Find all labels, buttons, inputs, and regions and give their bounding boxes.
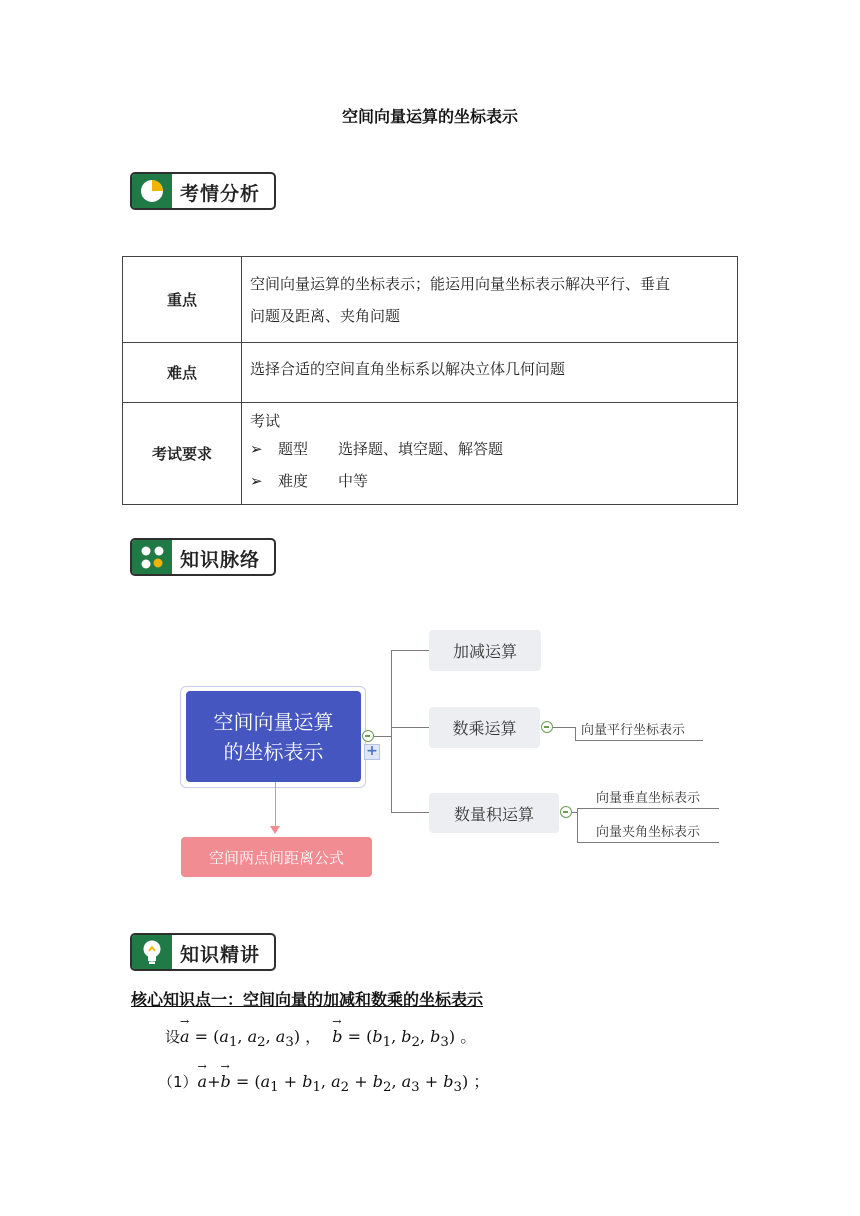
row-content-exam-req <box>242 403 738 505</box>
content-line: 空间向量运算的坐标表示；能运用向量坐标表示解决平行、垂直 <box>250 274 671 293</box>
bullet-value: 选择题、填空题、解答题 <box>338 439 504 458</box>
arrow-bullet-icon: ➢ <box>250 439 263 458</box>
connector <box>374 736 392 737</box>
row-header-difficulty: 难点 <box>123 343 242 403</box>
list-item <box>250 433 729 465</box>
collapse-toggle-icon[interactable] <box>560 806 572 818</box>
mindmap-leaf-parallel[interactable]: 向量平行坐标表示 <box>581 723 686 738</box>
formula-prefix: （1） <box>158 1073 198 1091</box>
section-knowledge-map <box>130 538 276 576</box>
bullet-key: 难度 <box>278 471 309 490</box>
expand-toggle-icon[interactable]: + <box>364 744 380 760</box>
row-header-exam-req: 考试要求 <box>123 403 242 505</box>
section-label: 考情分析 <box>180 183 261 205</box>
content-line: 问题及距离、夹角问题 <box>250 306 401 325</box>
connector <box>391 650 392 813</box>
connector <box>577 808 719 809</box>
content-line: 选择合适的空间直角坐标系以解决立体几何问题 <box>250 359 566 378</box>
connector <box>391 812 429 813</box>
section-label: 知识精讲 <box>180 944 261 966</box>
arrow-bullet-icon: ➢ <box>250 471 263 490</box>
arrow-connector <box>275 782 276 826</box>
row-content-key-point <box>242 257 738 343</box>
section-knowledge-talk <box>130 933 276 971</box>
connector <box>577 808 578 843</box>
section-exam-analysis <box>130 172 276 210</box>
formula-prefix: 设 <box>165 1028 181 1046</box>
arrow-down-icon <box>270 826 280 834</box>
root-line: 空间向量运算 <box>213 709 334 734</box>
exam-info-table <box>122 256 738 505</box>
table-row <box>123 257 738 343</box>
table-row <box>123 343 738 403</box>
connector <box>391 650 429 651</box>
formula-line-addition: （1）a → +b → = ($a_1 + b_1$, $a_2 + b_2$, $a_3 + b_3$) ； <box>158 1060 490 1096</box>
root-line: 的坐标表示 <box>223 739 324 764</box>
bullet-key: 题型 <box>278 439 309 458</box>
row-content-difficulty <box>242 343 738 403</box>
document-title: 空间向量运算的坐标表示 <box>341 107 518 126</box>
connector <box>391 727 429 728</box>
formula-line-definition: 设a → = ($a_1$, $a_2$, $a_3$) ， b → = ($b_1$, $b_2$, $b_3$) 。 <box>165 1015 477 1051</box>
connector <box>575 727 576 741</box>
collapse-toggle-icon[interactable] <box>362 730 374 742</box>
bullet-value: 中等 <box>338 471 369 490</box>
section-label: 知识脉络 <box>180 549 261 571</box>
lightbulb-icon <box>132 935 172 969</box>
mindmap-root-node[interactable] <box>186 691 361 782</box>
collapse-toggle-icon[interactable] <box>541 721 553 733</box>
mindmap-leaf-angle[interactable]: 向量夹角坐标表示 <box>596 825 701 840</box>
network-dots-icon <box>132 540 172 574</box>
mindmap-leaf-perpendicular[interactable]: 向量垂直坐标表示 <box>596 791 701 806</box>
list-item <box>250 465 729 497</box>
pie-chart-icon <box>132 174 172 208</box>
connector <box>575 740 703 741</box>
connector <box>577 842 719 843</box>
mindmap-branch-add-sub[interactable]: 加减运算 <box>429 630 541 671</box>
mindmap-bottom-node[interactable]: 空间两点间距离公式 <box>181 837 372 877</box>
connector <box>553 727 575 728</box>
row-header-key-point: 重点 <box>123 257 242 343</box>
content-line: 考试 <box>250 411 281 430</box>
table-row <box>123 403 738 505</box>
mindmap-branch-dot-product[interactable]: 数量积运算 <box>429 793 559 833</box>
knowledge-point-heading: 核心知识点一：空间向量的加减和数乘的坐标表示 <box>131 990 484 1009</box>
mindmap-branch-scalar-mul[interactable]: 数乘运算 <box>429 707 540 748</box>
